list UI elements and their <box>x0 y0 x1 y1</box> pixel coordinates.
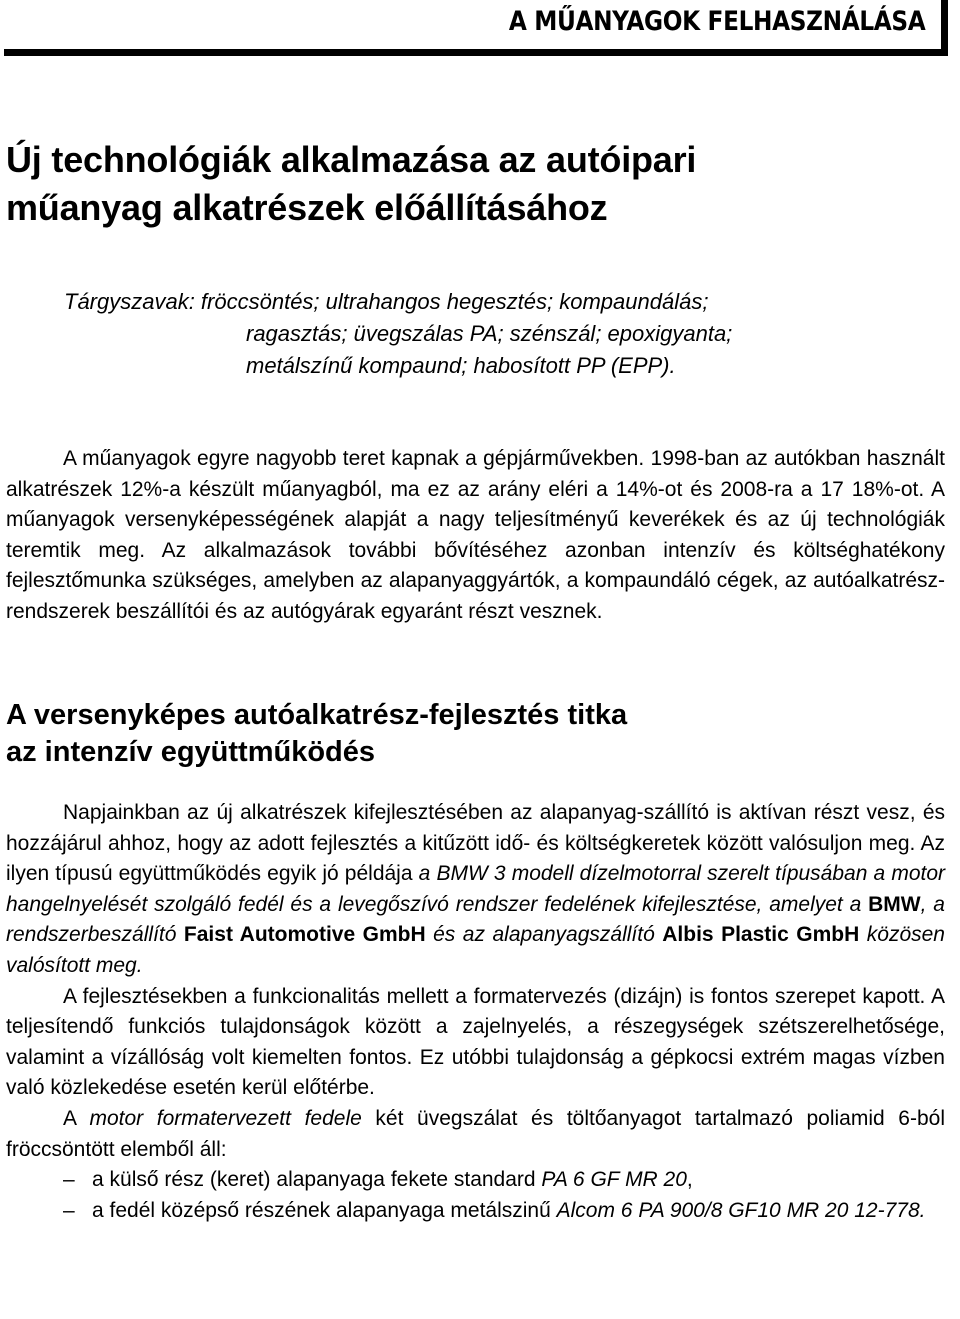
section-heading <box>6 697 627 771</box>
paragraph-3 <box>6 1104 945 1165</box>
article-title-line-1: Új technológiák alkalmazása az autóipari <box>6 139 697 180</box>
intro-section <box>6 444 945 628</box>
list-item-punct: , <box>686 1168 693 1192</box>
section-title: A MŰANYAGOK FELHASZNÁLÁSA <box>508 6 925 37</box>
keywords-line-3: metálszínű kompaund; habosított PP (EPP). <box>246 353 676 378</box>
p1-italic-3: és az alapanyagszállító <box>425 923 663 947</box>
dash-bullet: – <box>63 1198 75 1222</box>
section-heading-line-2: az intenzív együttműködés <box>6 736 376 768</box>
brand-bmw: BMW <box>868 892 921 916</box>
p3-text-2: két üvegszálat és töltőanyagot tartalmazó poliamid 6-ból fröccsöntött elemből áll: <box>6 1106 946 1161</box>
article-title <box>6 136 696 232</box>
section-heading-line-1: A versenyképes autóalkatrész-fejlesztés titka <box>6 699 628 731</box>
paragraph-2: A fejlesztésekben a funkcionalitás mellett a formatervezés (dizájn) is fontos szerepet kapott. A teljesítendő funkciós tulajdonságok között a zajelnyelés, a részegységek szétszerelhetősége, valamint a vízállóság volt kiemelten fontos. Ez utóbbi tulajdonság a gépkocsi extrém magas vízben való közlekedése esetén kerül előtérbe. <box>6 984 945 1100</box>
p1-text: Napjainkban az új alkatrészek kifejlesztésében az alapanyag-szállító is aktívan részt vesz, és hozzájárul ahhoz, hogy az adott fejlesztés a kitűzött idő- és költségkeretek között valósuljon meg. Az ilyen típusú együttműködés egyik jó példája <box>6 801 945 886</box>
list-item-material: PA 6 GF MR 20 <box>541 1168 687 1192</box>
list-item <box>6 1196 945 1227</box>
list-item-material: Alcom 6 PA 900/8 GF10 MR 20 12-778. <box>556 1198 926 1222</box>
p1-italic-1: a BMW 3 modell dízelmotorral szerelt típusában a motor hangelnyelését szolgáló fedél és a levegőszívó rendszer fedelének kifejlesztése, amelyet a <box>6 862 946 916</box>
brand-albis: Albis Plastic GmbH <box>662 923 860 947</box>
paragraph-1 <box>6 798 945 982</box>
list-item-text: a külső rész (keret) alapanyaga fekete standard <box>92 1168 542 1192</box>
p1-italic-4: közösen valósított meg. <box>6 923 945 977</box>
intro-paragraph: A műanyagok egyre nagyobb teret kapnak a gépjárművekben. 1998-ban az autókban használt alkatrészek 12%-a készült műanyagból, ma ez az arány eléri a 14%-ot és 2008-ra a 17 18%-ot. A műanyagok versenyképességének alapját a nagy teljesítményű keverékek és az új technológiák teremtik meg. Az alkalmazások további bővítéséhez azonban intenzív és költséghatékony fejlesztőmunka szükséges, amelyben az alapanyaggyártók, a kompaundáló cégek, az autóalkatrész-rendszerek beszállítói és az autógyárak egyaránt részt vesznek. <box>6 447 945 623</box>
p3-text-1: A <box>63 1106 90 1130</box>
dash-bullet: – <box>63 1168 75 1192</box>
keywords-line-1: Tárgyszavak: fröccsöntés; ultrahangos hegesztés; kompaundálás; <box>64 289 709 314</box>
list-item-text: a fedél középső részének alapanyaga metálszinű <box>92 1198 557 1222</box>
keywords-line-2: ragasztás; üvegszálas PA; szénszál; epoxigyanta; <box>246 321 733 346</box>
running-header <box>4 0 948 56</box>
brand-faist: Faist Automotive GmbH <box>183 923 426 947</box>
article-title-line-2: műanyag alkatrészek előállításához <box>6 187 608 228</box>
p1-italic-2: , a rendszerbeszállító <box>6 892 945 947</box>
material-list <box>6 1165 945 1226</box>
list-item <box>6 1165 945 1196</box>
p3-italic: motor formatervezett fedele <box>89 1106 362 1130</box>
keywords <box>64 286 944 382</box>
main-body <box>6 798 945 1226</box>
